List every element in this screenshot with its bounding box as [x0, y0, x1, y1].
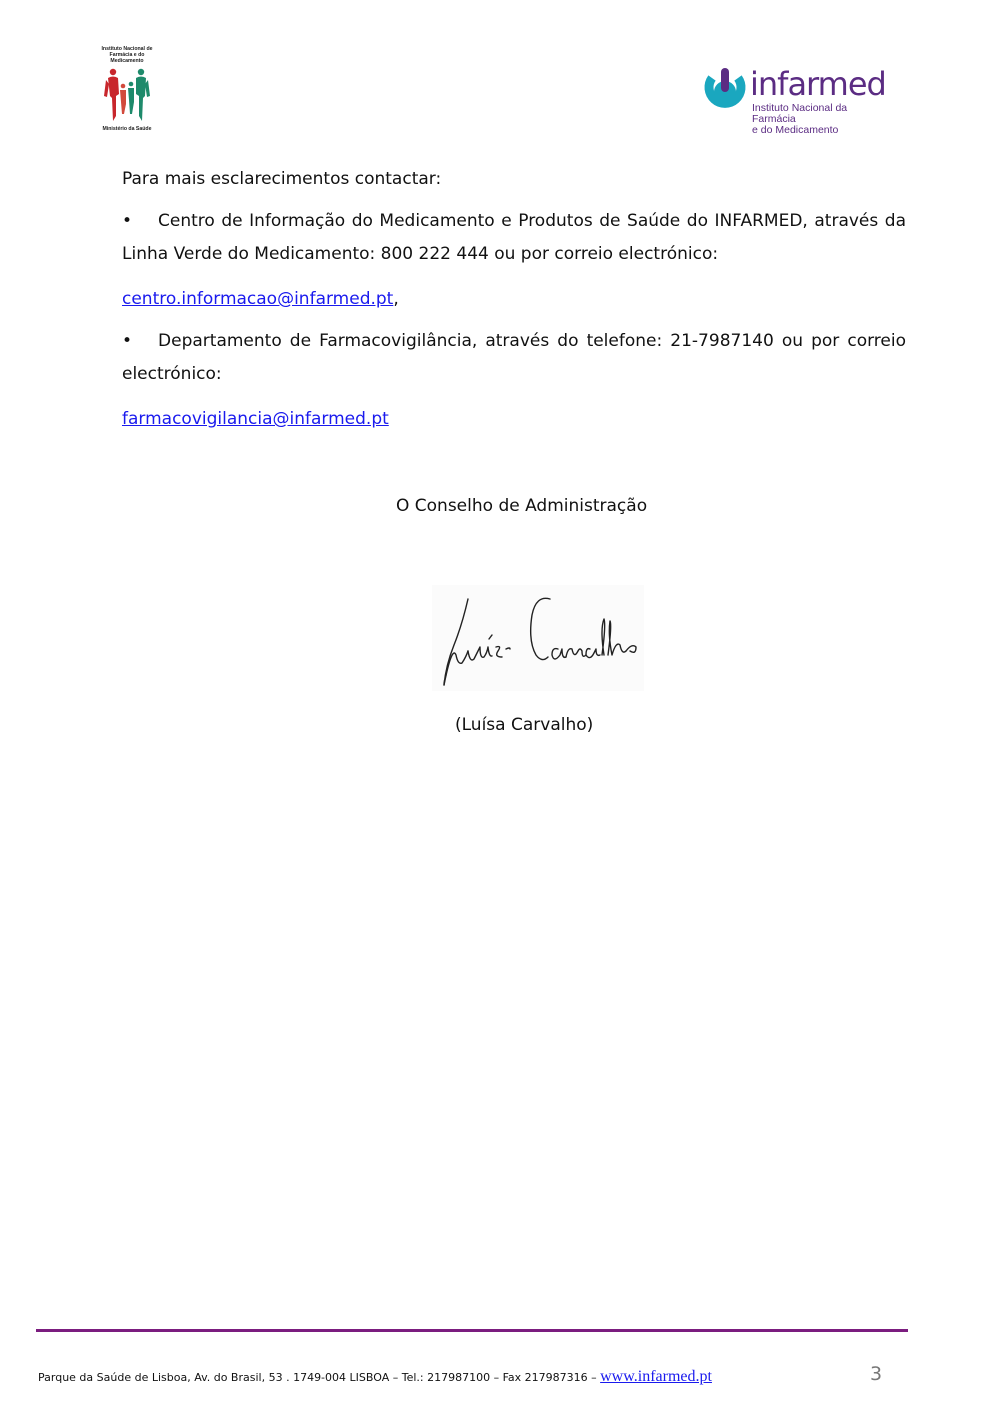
power-button-icon: [702, 66, 748, 112]
signatory-body: O Conselho de Administração: [396, 496, 648, 516]
contact-item-2-text: Departamento de Farmacovigilância, através do telefone: 21-7987140 ou por correio electrónico:: [122, 331, 906, 384]
document-body: [122, 163, 906, 436]
signatory-name: (Luísa Carvalho): [455, 715, 594, 735]
figures-emblem-icon: [102, 66, 152, 124]
handwritten-signature: [432, 585, 644, 691]
infarmed-subtitle-line-1: Instituto Nacional da Farmácia: [752, 102, 848, 125]
email-link-centro-informacao[interactable]: centro.informacao@infarmed.pt: [122, 289, 394, 309]
website-link[interactable]: www.infarmed.pt: [600, 1368, 712, 1385]
intro-text: Para mais esclarecimentos contactar:: [122, 169, 442, 189]
email-link-farmacovigilancia[interactable]: farmacovigilancia@infarmed.pt: [122, 409, 389, 429]
infarmed-subtitle-line-2: e do Medicamento: [752, 124, 839, 136]
infarmed-ministry-logo: [96, 46, 158, 136]
infarmed-brand-text: infarmed: [750, 65, 886, 103]
infarmed-subtitle: [752, 103, 892, 136]
footer-divider: [36, 1329, 908, 1332]
infarmed-logo: [702, 65, 892, 136]
contact-item-1-email-line: [122, 283, 906, 316]
bullet: •: [122, 211, 133, 231]
footer-address-text: Parque da Saúde de Lisboa, Av. do Brasil, 53 . 1749-004 LISBOA – Tel.: 217987100 – Fax 217987316 –: [38, 1371, 601, 1384]
page-number: 3: [870, 1363, 883, 1385]
email-suffix: ,: [393, 289, 399, 309]
left-logo-footer: Ministério da Saúde: [102, 126, 152, 132]
contact-item-2-email-line: [122, 403, 906, 436]
contact-item-1: [122, 205, 906, 271]
left-logo-text: Instituto Nacional de Farmácia e do Medicamento: [101, 46, 153, 64]
contact-item-1-text: Centro de Informação do Medicamento e Produtos de Saúde do INFARMED, através da Linha Verde do Medicamento: 800 222 444 ou por correio electrónico:: [122, 211, 906, 264]
footer-address: [38, 1368, 712, 1386]
contact-item-2: [122, 325, 906, 391]
bullet: •: [122, 331, 133, 351]
signature-image: [432, 585, 644, 691]
